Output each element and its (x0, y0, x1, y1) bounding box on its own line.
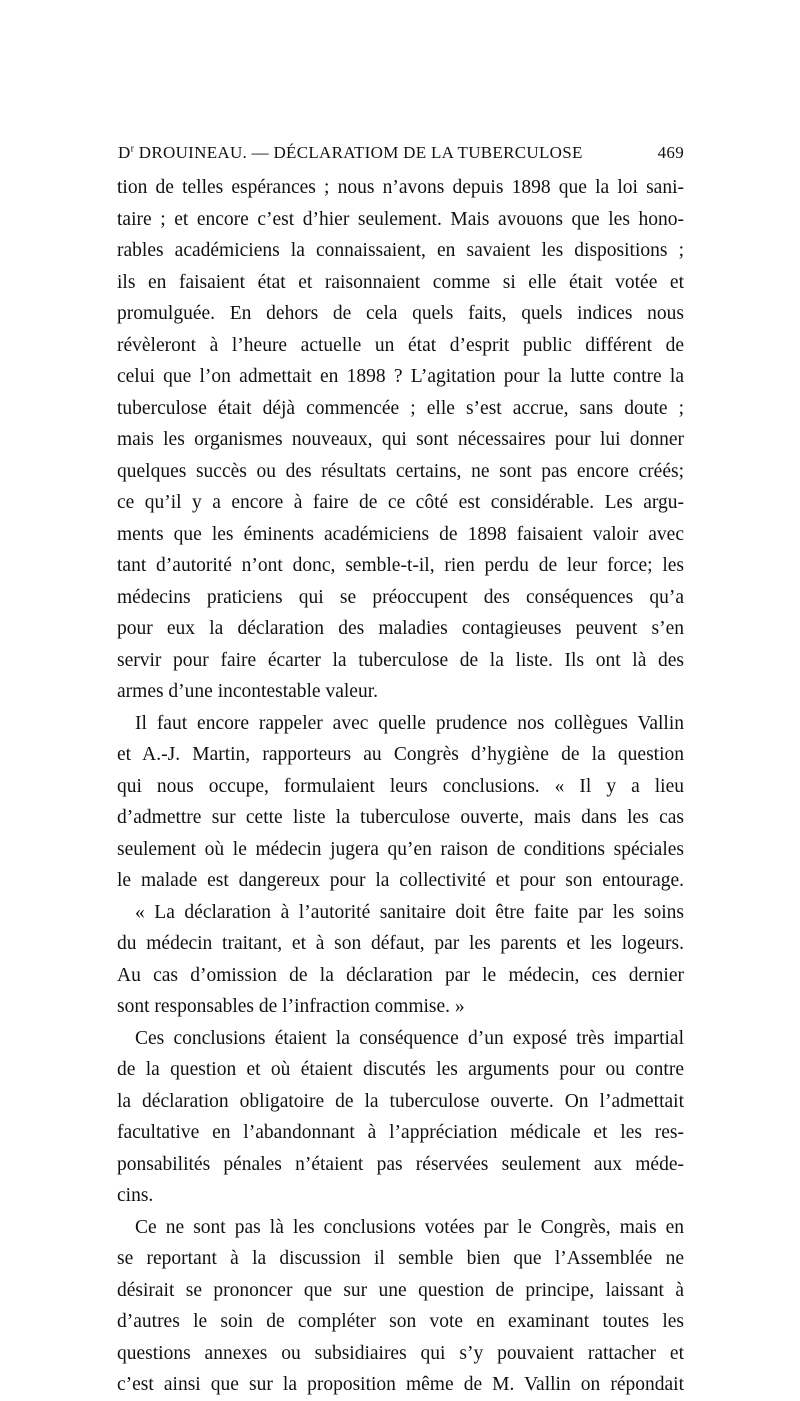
text-line: Il faut encore rappeler avec quelle prudence nos collègues Vallin (135, 712, 684, 734)
text-line: médecins praticiens qui se préoccupent des conséquences qu’a (117, 586, 684, 608)
text-line: ponsabilités pénales n’étaient pas réservées seulement aux méde- (117, 1153, 684, 1175)
text-line: facultative en l’abandonnant à l’appréciation médicale et les res- (117, 1122, 684, 1143)
text-line: seulement où le médecin jugera qu’en raison de conditions spéciales (117, 838, 684, 860)
text-line: c’est ainsi que sur la proposition même de M. Vallin on répondait (117, 1374, 684, 1395)
text-line: armes d’une incontestable valeur. (117, 681, 378, 702)
text-line: Ce ne sont pas là les conclusions votées par le Congrès, mais en (135, 1216, 684, 1238)
text-line: se reportant à la discussion il semble bien que l’Assemblée ne (117, 1248, 684, 1269)
text-line: quelques succès ou des résultats certains, ne sont pas encore créés; (117, 460, 684, 482)
text-line: celui que l’on admettait en 1898 ? L’agitation pour la lutte contre la (117, 366, 684, 387)
body-text (117, 172, 684, 1401)
text-line: sont responsables de l’infraction commise. » (117, 996, 465, 1017)
text-line: désirait se prononcer que sur une question de principe, laissant à (117, 1279, 684, 1301)
text-line: tuberculose était déjà commencée ; elle s’est accrue, sans doute ; (117, 397, 684, 419)
text-line: révèleront à l’heure actuelle un état d’esprit public différent de (117, 334, 684, 356)
text-line: tant d’autorité n’ont donc, semble-t-il, rien perdu de leur force; les (117, 555, 684, 576)
text-line: cins. (117, 1185, 154, 1206)
text-line: Ces conclusions étaient la conséquence d’un exposé très impartial (135, 1027, 684, 1049)
text-line: le malade est dangereux pour la collectivité et pour son entourage. (117, 870, 684, 891)
running-head (118, 143, 684, 169)
text-line: taire ; et encore c’est d’hier seulement. Mais avouons que les hono- (117, 208, 684, 230)
header-title (118, 143, 583, 163)
header-title-text: DROUINEAU. — DÉCLARATIOM DE LA TUBERCULOSE (138, 143, 583, 162)
text-line: « La déclaration à l’autorité sanitaire doit être faite par les soins (135, 901, 684, 923)
text-line: rables académiciens la connaissaient, en savaient les dispositions ; (117, 240, 684, 261)
text-line: servir pour faire écarter la tuberculose de la liste. Ils ont là des (117, 649, 684, 671)
text-line: promulguée. En dehors de cela quels faits, quels indices nous (117, 303, 684, 324)
text-line: d’admettre sur cette liste la tuberculose ouverte, mais dans les cas (117, 807, 684, 828)
author-superscript: r (130, 143, 135, 155)
text-line: mais les organismes nouveaux, qui sont nécessaires pour lui donner (117, 429, 684, 450)
text-line: la déclaration obligatoire de la tuberculose ouverte. On l’admettait (117, 1090, 684, 1112)
text-line: de la question et où étaient discutés les arguments pour ou contre (117, 1059, 684, 1080)
text-line: du médecin traitant, et à son défaut, par les parents et les logeurs. (117, 933, 684, 954)
page-number: 469 (657, 143, 684, 162)
text-line: tion de telles espérances ; nous n’avons depuis 1898 que la loi sani- (117, 177, 684, 198)
text-line: ments que les éminents académiciens de 1898 faisaient valoir avec (117, 523, 684, 545)
text-line: questions annexes ou subsidiaires qui s’y pouvaient rattacher et (117, 1342, 684, 1364)
text-line: pour eux la déclaration des maladies contagieuses peuvent s’en (117, 618, 684, 639)
text-line: qui nous occupe, formulaient leurs conclusions. « Il y a lieu (117, 775, 684, 797)
text-line: ce qu’il y a encore à faire de ce côté est considérable. Les argu- (117, 492, 684, 513)
author-prefix: D (118, 143, 131, 162)
text-line: Au cas d’omission de la déclaration par le médecin, ces dernier (117, 964, 684, 986)
text-line: ils en faisaient état et raisonnaient comme si elle était votée et (117, 271, 684, 293)
text-line: et A.-J. Martin, rapporteurs au Congrès d’hygiène de la question (117, 744, 684, 765)
text-line: d’autres le soin de compléter son vote en examinant toutes les (117, 1311, 684, 1332)
